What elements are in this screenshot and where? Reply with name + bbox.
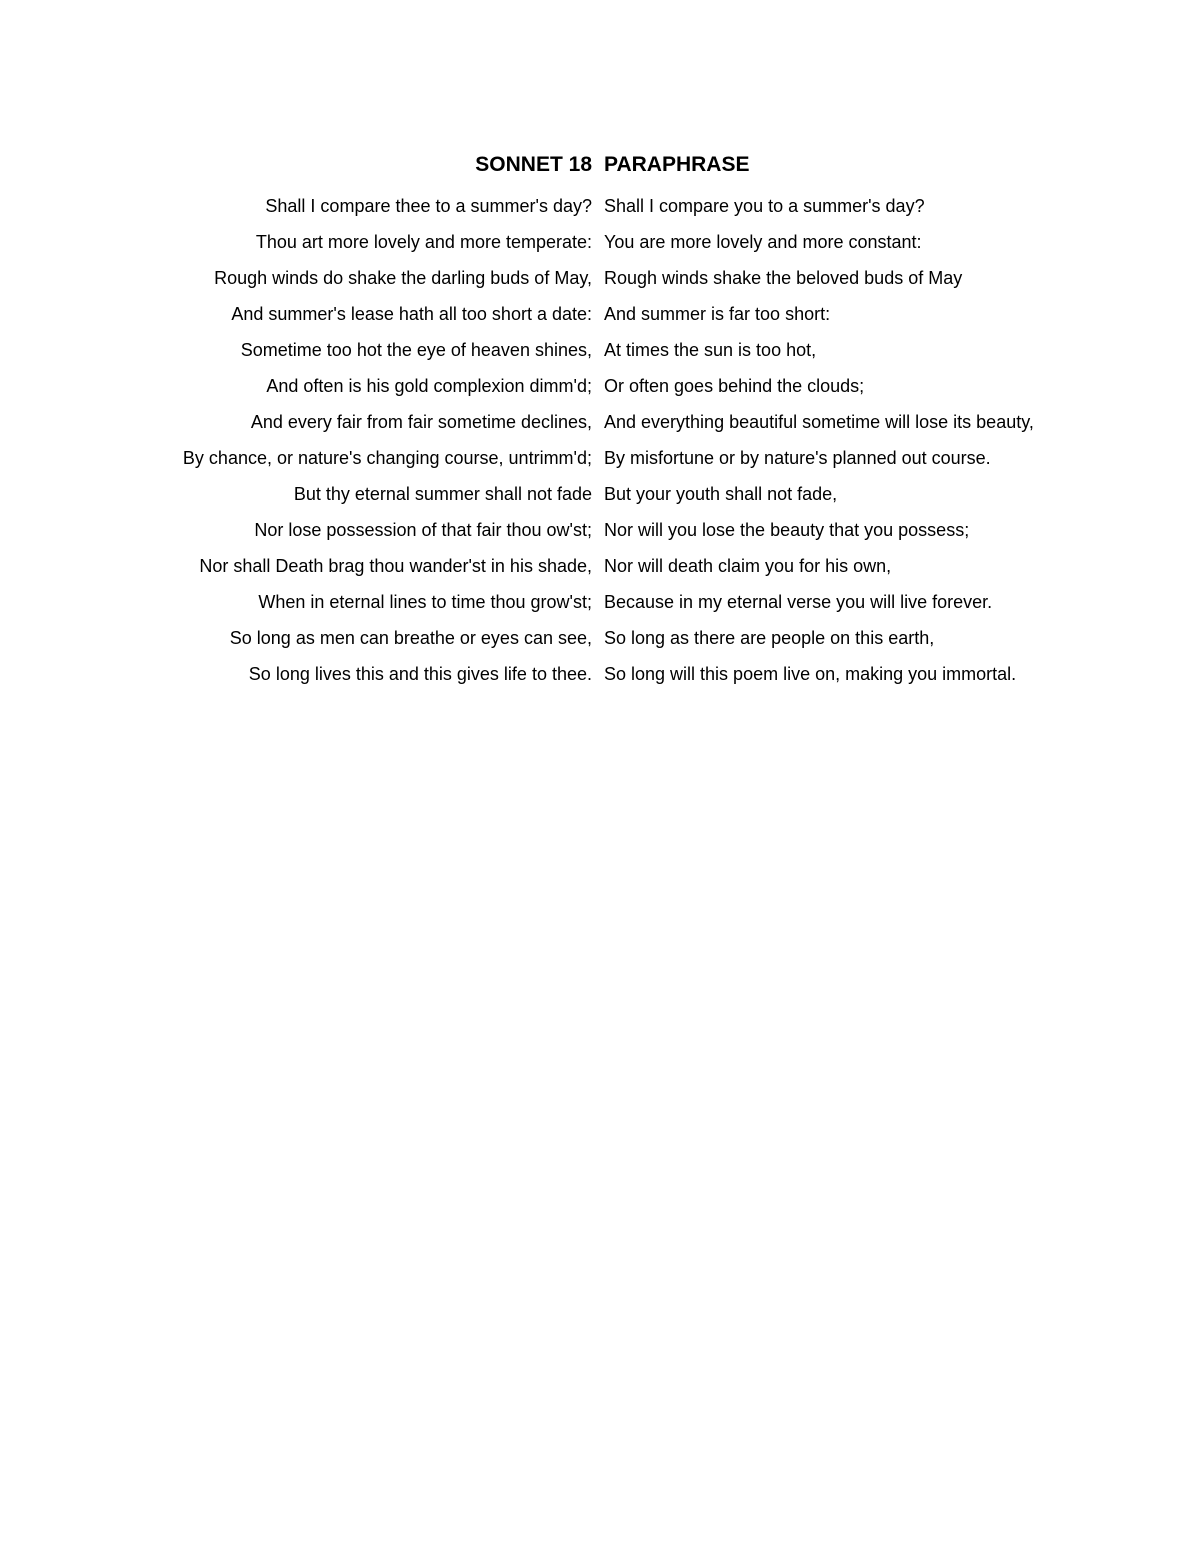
original-line: So long as men can breathe or eyes can see, bbox=[229, 628, 592, 648]
original-line: Rough winds do shake the darling buds of May, bbox=[214, 268, 592, 288]
paraphrase-line: But your youth shall not fade, bbox=[604, 484, 838, 504]
table-row bbox=[155, 584, 1040, 620]
original-line: And every fair from fair sometime declines, bbox=[250, 412, 592, 432]
original-line: Shall I compare thee to a summer's day? bbox=[265, 196, 592, 216]
paraphrase-line: At times the sun is too hot, bbox=[604, 340, 817, 360]
paraphrase-line: Shall I compare you to a summer's day? bbox=[604, 196, 925, 216]
table-row bbox=[155, 512, 1040, 548]
table-row bbox=[155, 440, 1040, 476]
sonnet-paraphrase-table bbox=[155, 148, 1040, 692]
table-row bbox=[155, 548, 1040, 584]
paraphrase-line: So long as there are people on this earth, bbox=[604, 628, 935, 648]
paraphrase-line: Nor will you lose the beauty that you possess; bbox=[604, 520, 970, 540]
table-row bbox=[155, 476, 1040, 512]
table-row bbox=[155, 332, 1040, 368]
original-line: But thy eternal summer shall not fade bbox=[293, 484, 592, 504]
table-row bbox=[155, 188, 1040, 224]
original-line: So long lives this and this gives life to thee. bbox=[248, 664, 592, 684]
paraphrase-line: Or often goes behind the clouds; bbox=[604, 376, 865, 396]
original-line: And often is his gold complexion dimm'd; bbox=[266, 376, 592, 396]
original-line: And summer's lease hath all too short a date: bbox=[231, 304, 592, 324]
paraphrase-line: Rough winds shake the beloved buds of May bbox=[604, 268, 963, 288]
sonnet-heading: SONNET 18 bbox=[475, 153, 592, 176]
original-line: When in eternal lines to time thou grow'st; bbox=[258, 592, 592, 612]
table-row bbox=[155, 404, 1040, 440]
table-row bbox=[155, 296, 1040, 332]
paraphrase-line: So long will this poem live on, making you immortal. bbox=[604, 664, 1017, 684]
original-line: Thou art more lovely and more temperate: bbox=[255, 232, 592, 252]
original-line: Nor lose possession of that fair thou ow'st; bbox=[254, 520, 592, 540]
paraphrase-line: And everything beautiful sometime will lose its beauty, bbox=[604, 412, 1034, 432]
original-line: Nor shall Death brag thou wander'st in his shade, bbox=[199, 556, 592, 576]
original-line: By chance, or nature's changing course, untrimm'd; bbox=[182, 448, 592, 468]
paraphrase-line: Because in my eternal verse you will live forever. bbox=[604, 592, 993, 612]
table-row bbox=[155, 656, 1040, 692]
original-line: Sometime too hot the eye of heaven shines, bbox=[240, 340, 592, 360]
header-row bbox=[155, 148, 1040, 188]
table-row bbox=[155, 260, 1040, 296]
table-row bbox=[155, 224, 1040, 260]
paraphrase-heading: PARAPHRASE bbox=[604, 153, 750, 176]
table-row bbox=[155, 368, 1040, 404]
paraphrase-line: By misfortune or by nature's planned out course. bbox=[604, 448, 991, 468]
paraphrase-line: Nor will death claim you for his own, bbox=[604, 556, 892, 576]
paraphrase-line: And summer is far too short: bbox=[604, 304, 831, 324]
paraphrase-line: You are more lovely and more constant: bbox=[604, 232, 922, 252]
table-row bbox=[155, 620, 1040, 656]
